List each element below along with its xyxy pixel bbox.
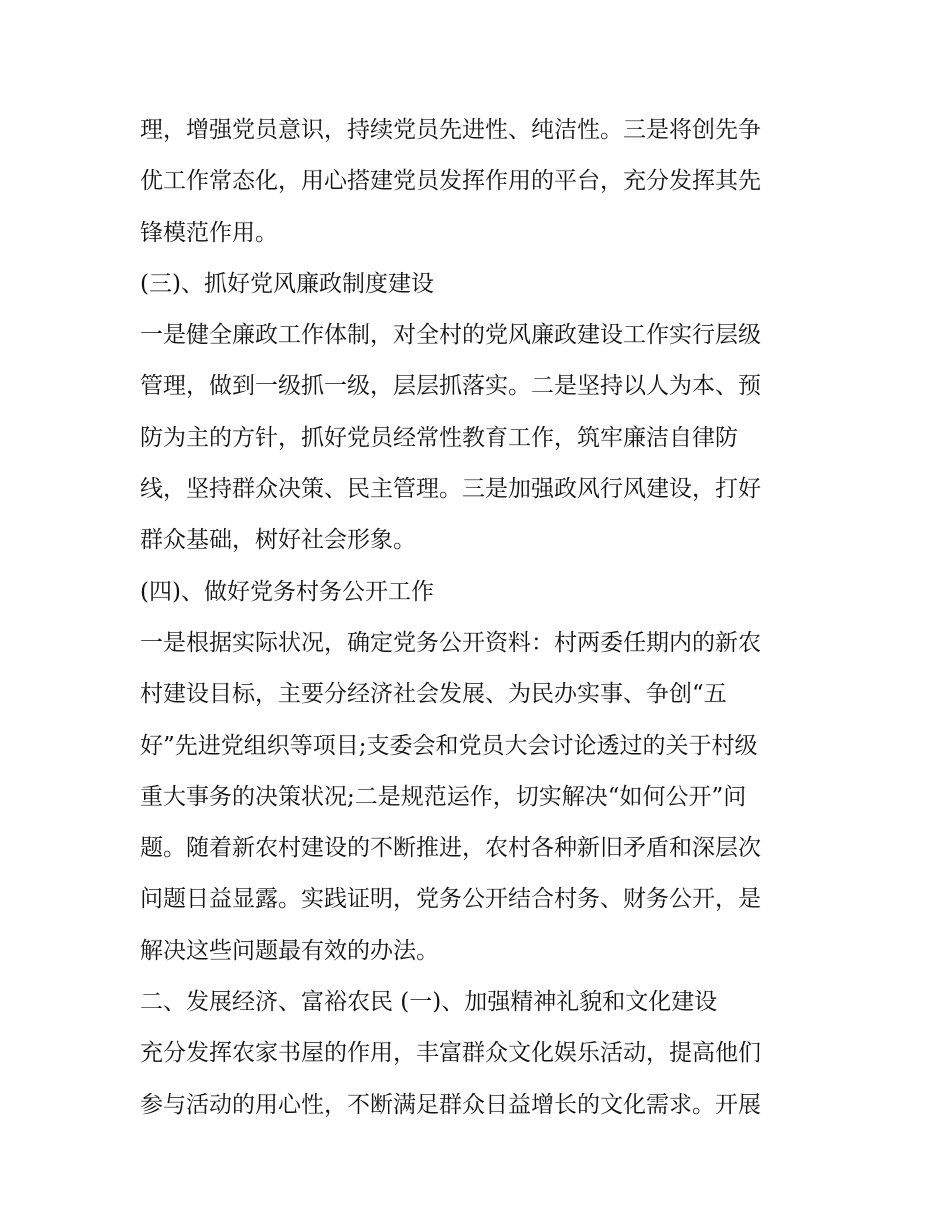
text-line: 优工作常态化，用心搭建党员发挥作用的平台，充分发挥其先 <box>140 168 761 195</box>
text-line: 一是健全廉政工作体制，对全村的党风廉政建设工作实行层级 <box>140 322 761 349</box>
text-line: 管理，做到一级抓一级，层层抓落实。二是坚持以人为本、预 <box>140 373 761 400</box>
section-heading: (三)、抓好党风廉政制度建设 <box>140 270 434 297</box>
text-line: 充分发挥农家书屋的作用，丰富群众文化娱乐活动，提高他们 <box>140 1040 761 1067</box>
section-heading: 二、发展经济、富裕农民 (一)、加强精神礼貌和文化建设 <box>140 989 718 1016</box>
text-line: 理，增强党员意识，持续党员先进性、纯洁性。三是将创先争 <box>140 117 761 143</box>
text-line: 解决这些问题最有效的办法。 <box>140 937 439 964</box>
text-line: 线，坚持群众决策、民主管理。三是加强政风行风建设，打好 <box>140 476 761 503</box>
text-line: 一是根据实际状况，确定党务公开资料：村两委任期内的新农 <box>140 629 761 656</box>
text-line: 参与活动的用心性，不断满足群众日益增长的文化需求。开展 <box>140 1091 761 1118</box>
section-heading: (四)、做好党务村务公开工作 <box>140 578 434 605</box>
text-line: 防为主的方针，抓好党员经常性教育工作，筑牢廉洁自律防 <box>140 424 738 451</box>
text-line: 群众基础，树好社会形象。 <box>140 527 416 554</box>
text-line: 问题日益显露。实践证明，党务公开结合村务、财务公开，是 <box>140 886 761 913</box>
text-line: 重大事务的决策状况;二是规范运作，切实解决“如何公开”问 <box>140 783 747 810</box>
text-line: 好”先进党组织等项目;支委会和党员大会讨论透过的关于村级 <box>140 732 758 759</box>
text-line: 村建设目标，主要分经济社会发展、为民办实事、争创“五 <box>140 681 727 708</box>
document-body <box>140 110 820 1136</box>
text-line: 题。随着新农村建设的不断推进，农村各种新旧矛盾和深层次 <box>140 835 761 862</box>
text-line: 锋模范作用。 <box>140 219 278 246</box>
